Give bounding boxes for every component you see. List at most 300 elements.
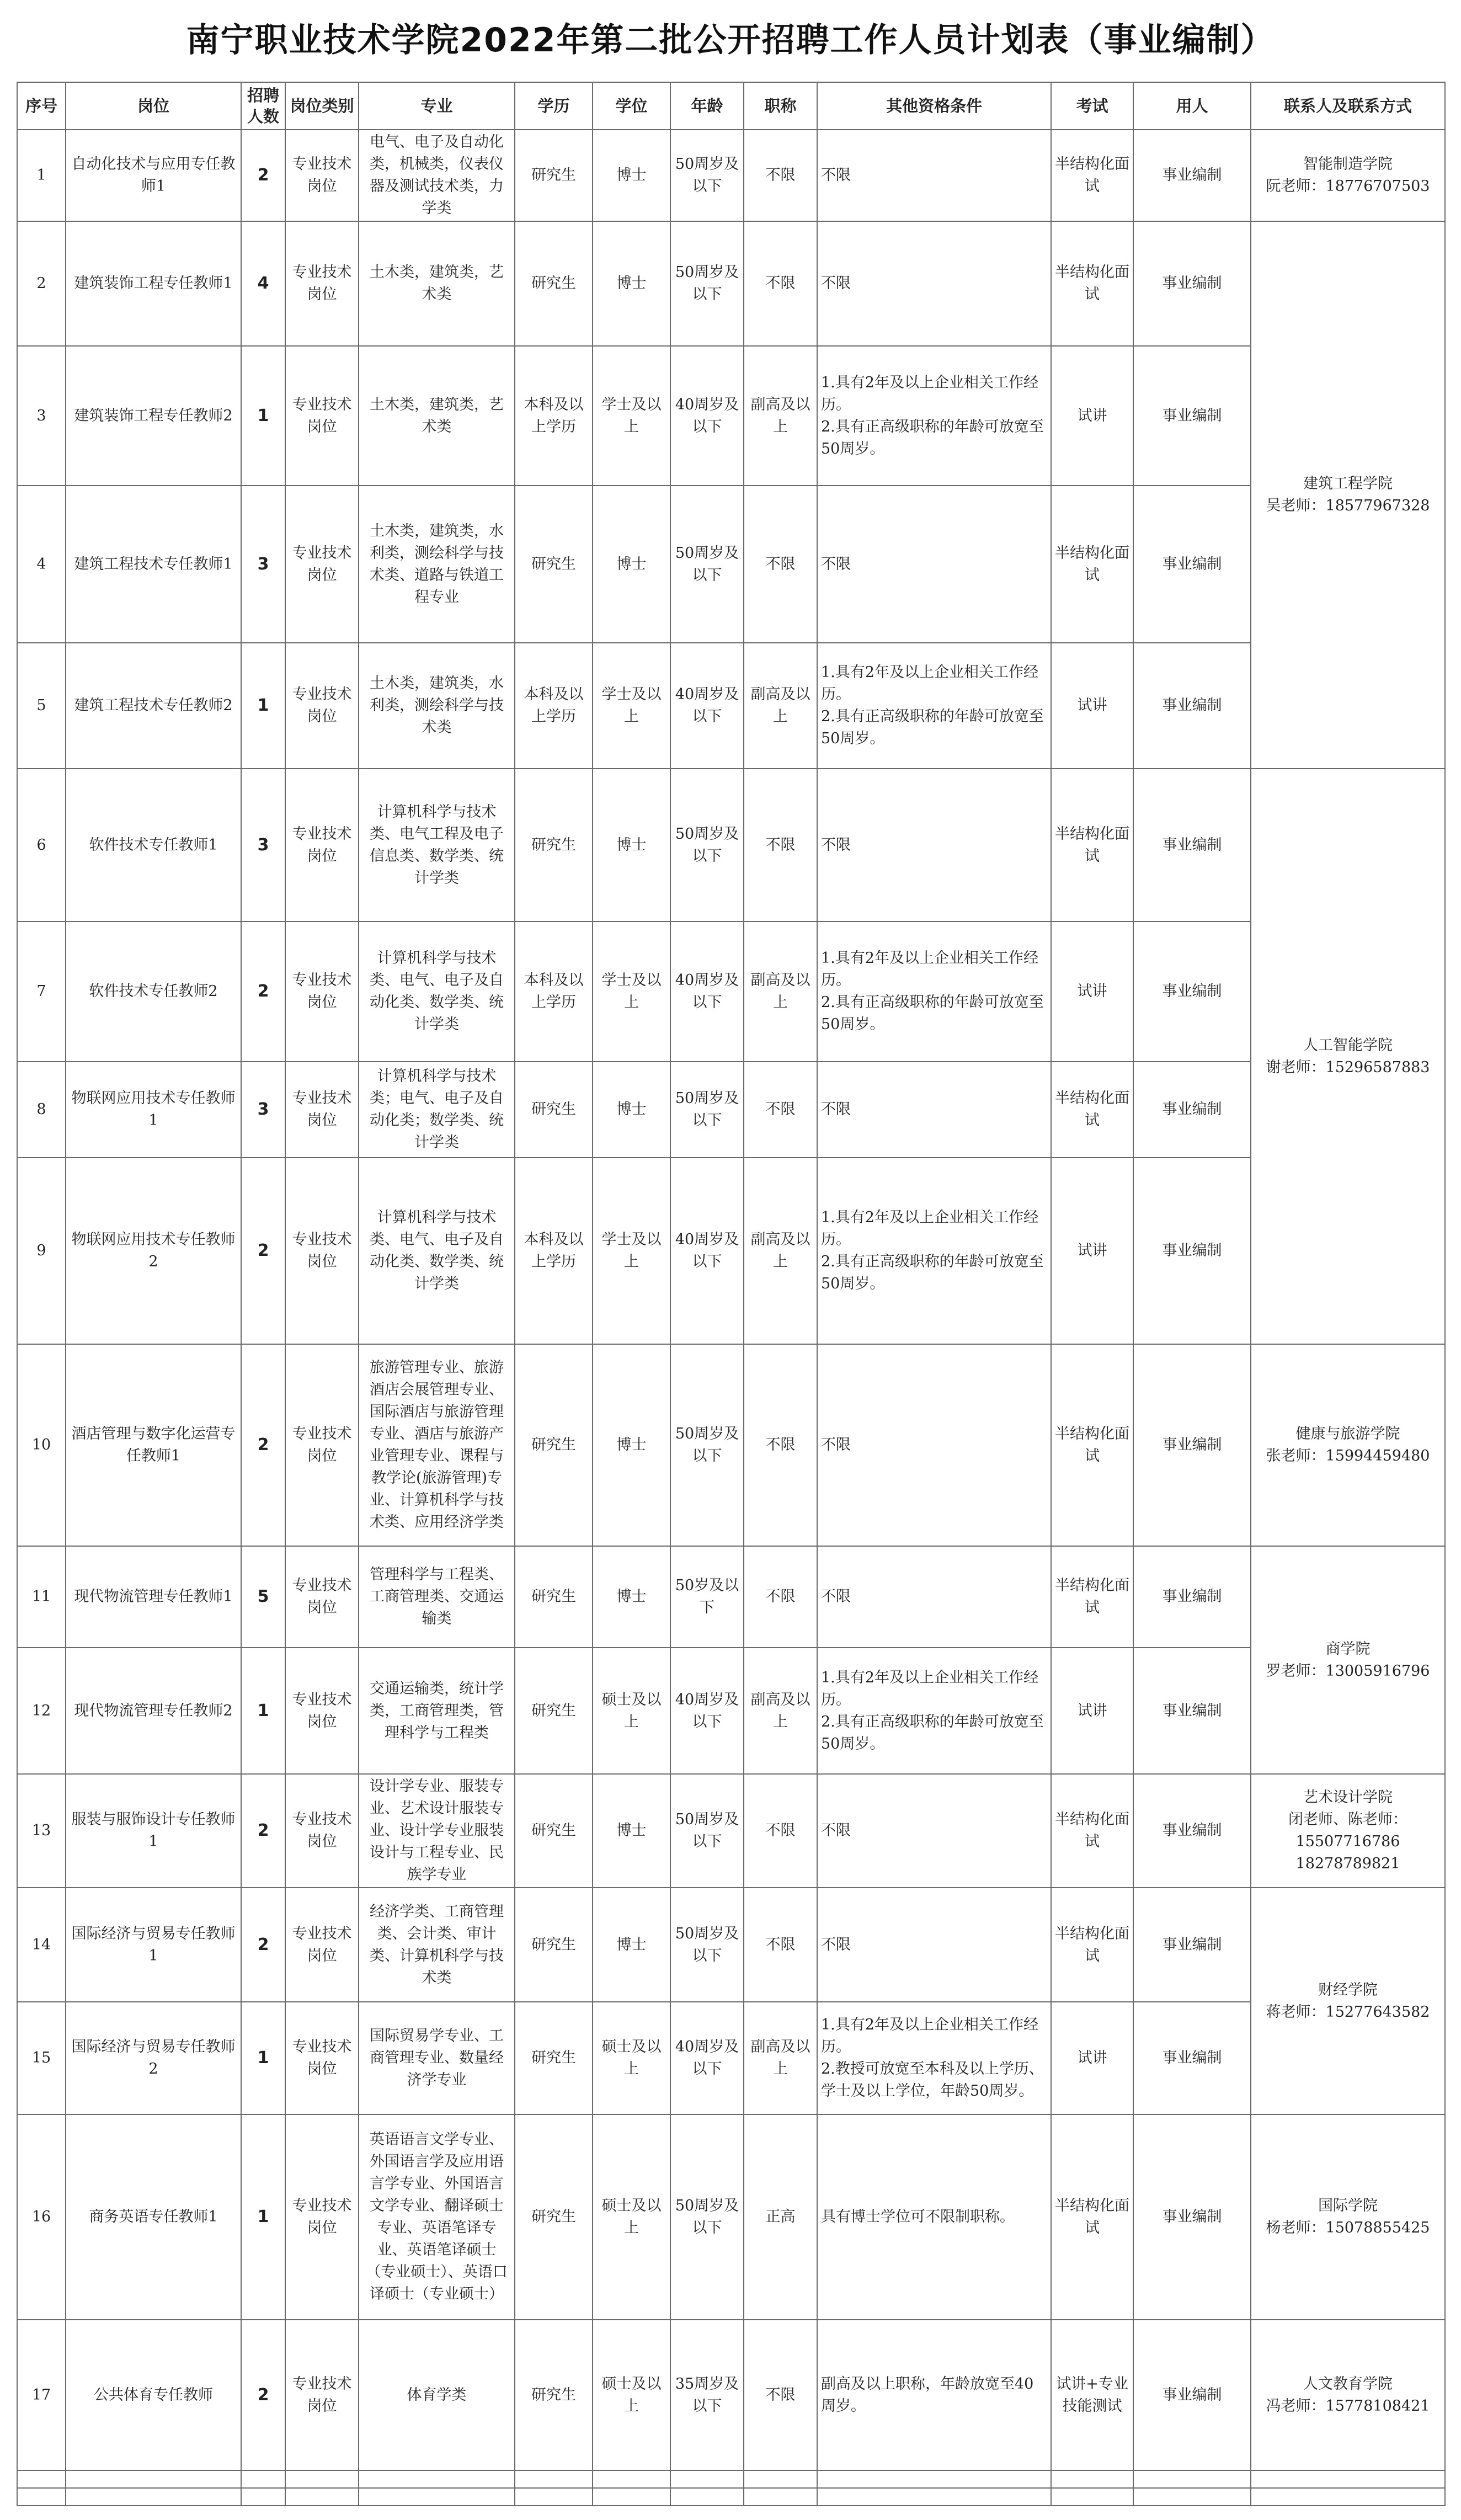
degree-requirement: 博士: [593, 769, 670, 921]
other-conditions: 具有博士学位可不限制职称。: [817, 2114, 1051, 2320]
degree-requirement: 博士: [593, 486, 670, 643]
header-major: 专业: [359, 82, 515, 130]
header-count: 招聘人数: [241, 82, 285, 130]
condition-line: 2.具有正高级职称的年龄可放宽至50周岁。: [821, 418, 1044, 457]
empty-cell: [1133, 2470, 1251, 2488]
other-conditions: 不限: [817, 1888, 1051, 2002]
education-requirement: 本科及以上学历: [515, 643, 593, 769]
degree-requirement: 学士及以上: [593, 1158, 670, 1344]
title-requirement: 不限: [744, 1888, 817, 2002]
education-requirement: 研究生: [515, 486, 593, 643]
hire-type: 事业编制: [1133, 1546, 1251, 1648]
table-row: [17, 769, 1445, 921]
degree-requirement: 硕士及以上: [593, 2002, 670, 2114]
post-name: 公共体育专任教师: [66, 2320, 241, 2470]
hire-count: 4: [241, 221, 285, 346]
table-row: [17, 643, 1445, 769]
major-requirement: 计算机科学与技术类、电气工程及电子信息类、数学类、统计学类: [359, 769, 515, 921]
table-row: [17, 486, 1445, 643]
title-requirement: 不限: [744, 1344, 817, 1546]
empty-cell: [1133, 2488, 1251, 2506]
empty-cell: [359, 2488, 515, 2506]
exam-method: 半结构化面试: [1051, 2114, 1133, 2320]
exam-method: 半结构化面试: [1051, 130, 1133, 221]
condition-line: 2.教授可放宽至本科及以上学历、学士及以上学位，年龄50周岁。: [821, 2060, 1044, 2100]
exam-method: 半结构化面试: [1051, 1062, 1133, 1158]
table-row: [17, 921, 1445, 1062]
age-requirement: 50周岁及以下: [670, 1774, 744, 1888]
education-requirement: 研究生: [515, 2320, 593, 2470]
age-requirement: 50周岁及以下: [670, 486, 744, 643]
header-category: 岗位类别: [285, 82, 359, 130]
condition-line: 1.具有2年及以上企业相关工作经历。: [821, 950, 1038, 989]
hire-type: 事业编制: [1133, 1888, 1251, 2002]
condition-line: 1.具有2年及以上企业相关工作经历。: [821, 374, 1038, 413]
title-requirement: 副高及以上: [744, 921, 817, 1062]
post-name: 建筑装饰工程专任教师1: [66, 221, 241, 346]
contact-person: 谢老师：15296587883: [1266, 1058, 1430, 1076]
hire-type: 事业编制: [1133, 221, 1251, 346]
other-conditions: 不限: [817, 221, 1051, 346]
hire-count: 1: [241, 2002, 285, 2114]
row-no: 16: [17, 2114, 66, 2320]
empty-cell: [515, 2470, 593, 2488]
hire-type: 事业编制: [1133, 1774, 1251, 1888]
hire-count: 2: [241, 2320, 285, 2470]
major-requirement: 英语语言文学专业、外国语言学及应用语言学专业、外国语言文学专业、翻译硕士专业、英语笔译专业、英语笔译硕士（专业硕士）、英语口译硕士（专业硕士）: [359, 2114, 515, 2320]
degree-requirement: 硕士及以上: [593, 1648, 670, 1774]
hire-type: 事业编制: [1133, 1062, 1251, 1158]
education-requirement: 研究生: [515, 1648, 593, 1774]
post-name: 国际经济与贸易专任教师2: [66, 2002, 241, 2114]
major-requirement: 计算机科学与技术类、电气、电子及自动化类、数学类、统计学类: [359, 1158, 515, 1344]
post-category: 专业技术岗位: [285, 1546, 359, 1648]
hire-type: 事业编制: [1133, 2114, 1251, 2320]
condition-line: 1.具有2年及以上企业相关工作经历。: [821, 1669, 1038, 1708]
education-requirement: 研究生: [515, 1062, 593, 1158]
hire-count: 3: [241, 1062, 285, 1158]
row-no: 12: [17, 1648, 66, 1774]
hire-type: 事业编制: [1133, 1648, 1251, 1774]
table-row: [17, 2320, 1445, 2470]
post-name: 建筑工程技术专任教师2: [66, 643, 241, 769]
table-row: [17, 1888, 1445, 2002]
major-requirement: 体育学类: [359, 2320, 515, 2470]
contact-info: [1251, 1774, 1445, 1888]
hire-count: 2: [241, 130, 285, 221]
education-requirement: 研究生: [515, 769, 593, 921]
table-body: [17, 130, 1445, 2506]
post-category: 专业技术岗位: [285, 2002, 359, 2114]
post-name: 软件技术专任教师2: [66, 921, 241, 1062]
contact-info: [1251, 2114, 1445, 2320]
header-other: 其他资格条件: [817, 82, 1051, 130]
age-requirement: 40周岁及以下: [670, 643, 744, 769]
table-row: [17, 1774, 1445, 1888]
row-no: 2: [17, 221, 66, 346]
header-age: 年龄: [670, 82, 744, 130]
degree-requirement: 博士: [593, 1774, 670, 1888]
contact-department: 健康与旅游学院: [1295, 1425, 1400, 1442]
post-category: 专业技术岗位: [285, 1774, 359, 1888]
empty-cell: [744, 2488, 817, 2506]
hire-count: 1: [241, 1648, 285, 1774]
empty-cell: [515, 2488, 593, 2506]
table-row: [17, 1344, 1445, 1546]
row-no: 6: [17, 769, 66, 921]
hire-count: 1: [241, 2114, 285, 2320]
post-name: 国际经济与贸易专任教师1: [66, 1888, 241, 2002]
title-requirement: 副高及以上: [744, 1158, 817, 1344]
contact-person: 蒋老师：15277643582: [1266, 2003, 1430, 2021]
title-requirement: 不限: [744, 1774, 817, 1888]
title-requirement: 副高及以上: [744, 346, 817, 486]
empty-cell: [241, 2470, 285, 2488]
row-no: 4: [17, 486, 66, 643]
other-conditions: 不限: [817, 1344, 1051, 1546]
contact-person: 杨老师：15078855425: [1266, 2219, 1430, 2236]
empty-cell: [66, 2470, 241, 2488]
other-conditions: 副高及以上职称，年龄放宽至40周岁。: [817, 2320, 1051, 2470]
age-requirement: 50周岁及以下: [670, 769, 744, 921]
major-requirement: 经济学类、工商管理类、会计类、审计类、计算机科学与技术类: [359, 1888, 515, 2002]
title-requirement: 副高及以上: [744, 643, 817, 769]
hire-type: 事业编制: [1133, 921, 1251, 1062]
major-requirement: 土木类，建筑类，艺术类: [359, 346, 515, 486]
exam-method: 试讲: [1051, 921, 1133, 1062]
other-conditions: 不限: [817, 1774, 1051, 1888]
header-title-req: 职称: [744, 82, 817, 130]
education-requirement: 本科及以上学历: [515, 1158, 593, 1344]
hire-type: 事业编制: [1133, 643, 1251, 769]
contact-department: 智能制造学院: [1303, 156, 1393, 173]
post-category: 专业技术岗位: [285, 2320, 359, 2470]
empty-cell: [1051, 2488, 1133, 2506]
header-education: 学历: [515, 82, 593, 130]
other-conditions: [817, 643, 1051, 769]
table-row: [17, 1648, 1445, 1774]
exam-method: 试讲: [1051, 346, 1133, 486]
condition-line: 2.具有正高级职称的年龄可放宽至50周岁。: [821, 1253, 1044, 1292]
major-requirement: 计算机科学与技术类、电气、电子及自动化类、数学类、统计学类: [359, 921, 515, 1062]
post-category: 专业技术岗位: [285, 1888, 359, 2002]
other-conditions: [817, 1648, 1051, 1774]
major-requirement: 电气、电子及自动化类，机械类，仪表仪器及测试技术类，力学类: [359, 130, 515, 221]
row-no: 9: [17, 1158, 66, 1344]
empty-row: [17, 2488, 1445, 2506]
contact-person: 冯老师：15778108421: [1266, 2397, 1430, 2415]
exam-method: 半结构化面试: [1051, 486, 1133, 643]
row-no: 3: [17, 346, 66, 486]
empty-cell: [1251, 2488, 1445, 2506]
title-requirement: 不限: [744, 221, 817, 346]
exam-method: 试讲+专业技能测试: [1051, 2320, 1133, 2470]
contact-person: 18278789821: [1295, 1855, 1400, 1872]
exam-method: 半结构化面试: [1051, 1888, 1133, 2002]
hire-type: 事业编制: [1133, 486, 1251, 643]
post-name: 服装与服饰设计专任教师1: [66, 1774, 241, 1888]
title-requirement: 不限: [744, 486, 817, 643]
exam-method: 试讲: [1051, 1158, 1133, 1344]
exam-method: 半结构化面试: [1051, 221, 1133, 346]
age-requirement: 40周岁及以下: [670, 1648, 744, 1774]
post-category: 专业技术岗位: [285, 769, 359, 921]
empty-cell: [285, 2470, 359, 2488]
other-conditions: [817, 2002, 1051, 2114]
post-category: 专业技术岗位: [285, 2114, 359, 2320]
page-title: 南宁职业技术学院2022年第二批公开招聘工作人员计划表（事业编制）: [186, 20, 1275, 60]
hire-type: 事业编制: [1133, 130, 1251, 221]
degree-requirement: 博士: [593, 221, 670, 346]
post-category: 专业技术岗位: [285, 921, 359, 1062]
empty-cell: [593, 2470, 670, 2488]
age-requirement: 35周岁及以下: [670, 2320, 744, 2470]
post-category: 专业技术岗位: [285, 1062, 359, 1158]
title-requirement: 副高及以上: [744, 2002, 817, 2114]
contact-department: 人工智能学院: [1303, 1036, 1393, 1054]
title-requirement: 不限: [744, 1062, 817, 1158]
header-no: 序号: [17, 82, 66, 130]
other-conditions: 不限: [817, 130, 1051, 221]
row-no: 14: [17, 1888, 66, 2002]
other-conditions: [817, 1158, 1051, 1344]
empty-cell: [817, 2470, 1051, 2488]
exam-method: 半结构化面试: [1051, 1344, 1133, 1546]
row-no: 8: [17, 1062, 66, 1158]
row-no: 15: [17, 2002, 66, 2114]
major-requirement: 旅游管理专业、旅游酒店会展管理专业、国际酒店与旅游管理专业、酒店与旅游产业管理专业、课程与教学论(旅游管理)专业、计算机科学与技术类、应用经济学类: [359, 1344, 515, 1546]
row-no: 11: [17, 1546, 66, 1648]
age-requirement: 40周岁及以下: [670, 2002, 744, 2114]
other-conditions: 不限: [817, 1062, 1051, 1158]
empty-cell: [17, 2488, 66, 2506]
post-category: 专业技术岗位: [285, 1158, 359, 1344]
empty-cell: [1051, 2470, 1133, 2488]
education-requirement: 研究生: [515, 1344, 593, 1546]
hire-count: 2: [241, 921, 285, 1062]
contact-person: 吴老师：18577967328: [1266, 497, 1430, 514]
education-requirement: 本科及以上学历: [515, 346, 593, 486]
header-contact: 联系人及联系方式: [1251, 82, 1445, 130]
contact-person: 15507716786: [1295, 1833, 1400, 1850]
row-no: 5: [17, 643, 66, 769]
table-row: [17, 1158, 1445, 1344]
degree-requirement: 博士: [593, 1344, 670, 1546]
degree-requirement: 博士: [593, 1888, 670, 2002]
education-requirement: 本科及以上学历: [515, 921, 593, 1062]
hire-count: 3: [241, 486, 285, 643]
empty-cell: [17, 2470, 66, 2488]
contact-info: [1251, 130, 1445, 221]
major-requirement: 土木类，建筑类，水利类，测绘科学与技术类、道路与铁道工程专业: [359, 486, 515, 643]
post-category: 专业技术岗位: [285, 643, 359, 769]
condition-line: 2.具有正高级职称的年龄可放宽至50周岁。: [821, 1713, 1044, 1752]
header-degree: 学位: [593, 82, 670, 130]
exam-method: 半结构化面试: [1051, 1546, 1133, 1648]
other-conditions: 不限: [817, 769, 1051, 921]
exam-method: 半结构化面试: [1051, 1774, 1133, 1888]
row-no: 10: [17, 1344, 66, 1546]
post-category: 专业技术岗位: [285, 486, 359, 643]
contact-info: [1251, 2320, 1445, 2470]
degree-requirement: 硕士及以上: [593, 2114, 670, 2320]
hire-type: 事业编制: [1133, 2320, 1251, 2470]
contact-department: 艺术设计学院: [1303, 1789, 1393, 1806]
post-category: 专业技术岗位: [285, 1344, 359, 1546]
contact-person: 张老师：15994459480: [1266, 1447, 1430, 1464]
major-requirement: 国际贸易学专业、工商管理专业、数量经济学专业: [359, 2002, 515, 2114]
major-requirement: 设计学专业、服装专业、艺术设计服装专业、设计学专业服装设计与工程专业、民族学专业: [359, 1774, 515, 1888]
condition-line: 1.具有2年及以上企业相关工作经历。: [821, 664, 1038, 703]
contact-person: 阮老师：18776707503: [1266, 178, 1430, 195]
exam-method: 半结构化面试: [1051, 769, 1133, 921]
row-no: 13: [17, 1774, 66, 1888]
post-category: 专业技术岗位: [285, 221, 359, 346]
post-name: 物联网应用技术专任教师1: [66, 1062, 241, 1158]
post-name: 商务英语专任教师1: [66, 2114, 241, 2320]
contact-info: [1251, 221, 1445, 769]
hire-type: 事业编制: [1133, 2002, 1251, 2114]
other-conditions: 不限: [817, 486, 1051, 643]
degree-requirement: 学士及以上: [593, 643, 670, 769]
row-no: 1: [17, 130, 66, 221]
education-requirement: 研究生: [515, 130, 593, 221]
hire-count: 1: [241, 643, 285, 769]
degree-requirement: 博士: [593, 1062, 670, 1158]
post-name: 酒店管理与数字化运营专任教师1: [66, 1344, 241, 1546]
major-requirement: 交通运输类，统计学类，工商管理类，管理科学与工程类: [359, 1648, 515, 1774]
title-requirement: 副高及以上: [744, 1648, 817, 1774]
age-requirement: 50周岁及以下: [670, 2114, 744, 2320]
degree-requirement: 硕士及以上: [593, 2320, 670, 2470]
contact-info: [1251, 1546, 1445, 1774]
title-requirement: 不限: [744, 130, 817, 221]
post-name: 软件技术专任教师1: [66, 769, 241, 921]
education-requirement: 研究生: [515, 2114, 593, 2320]
exam-method: 试讲: [1051, 2002, 1133, 2114]
empty-cell: [670, 2488, 744, 2506]
age-requirement: 50周岁及以下: [670, 130, 744, 221]
other-conditions: [817, 921, 1051, 1062]
hire-count: 1: [241, 346, 285, 486]
post-name: 现代物流管理专任教师1: [66, 1546, 241, 1648]
age-requirement: 50周岁及以下: [670, 1344, 744, 1546]
contact-department: 建筑工程学院: [1303, 475, 1393, 492]
hire-count: 2: [241, 1158, 285, 1344]
exam-method: 试讲: [1051, 1648, 1133, 1774]
age-requirement: 50周岁及以下: [670, 221, 744, 346]
contact-info: [1251, 1888, 1445, 2114]
empty-cell: [744, 2470, 817, 2488]
degree-requirement: 学士及以上: [593, 921, 670, 1062]
hire-type: 事业编制: [1133, 1158, 1251, 1344]
condition-line: 1.具有2年及以上企业相关工作经历。: [821, 1209, 1038, 1248]
table-row: [17, 1546, 1445, 1648]
row-no: 17: [17, 2320, 66, 2470]
empty-cell: [285, 2488, 359, 2506]
major-requirement: 土木类，建筑类，水利类，测绘科学与技术类: [359, 643, 515, 769]
post-name: 建筑装饰工程专任教师2: [66, 346, 241, 486]
title-requirement: 不限: [744, 769, 817, 921]
empty-cell: [359, 2470, 515, 2488]
recruitment-table: [17, 82, 1446, 2506]
condition-line: 2.具有正高级职称的年龄可放宽至50周岁。: [821, 708, 1044, 747]
empty-cell: [1251, 2470, 1445, 2488]
major-requirement: 土木类，建筑类，艺术类: [359, 221, 515, 346]
header-post: 岗位: [66, 82, 241, 130]
education-requirement: 研究生: [515, 1546, 593, 1648]
header-row: [17, 82, 1445, 130]
degree-requirement: 博士: [593, 1546, 670, 1648]
hire-count: 2: [241, 1774, 285, 1888]
degree-requirement: 博士: [593, 130, 670, 221]
title-requirement: 不限: [744, 2320, 817, 2470]
degree-requirement: 学士及以上: [593, 346, 670, 486]
post-name: 建筑工程技术专任教师1: [66, 486, 241, 643]
condition-line: 1.具有2年及以上企业相关工作经历。: [821, 2016, 1038, 2055]
major-requirement: 管理科学与工程类、工商管理类、交通运输类: [359, 1546, 515, 1648]
empty-cell: [66, 2488, 241, 2506]
table-row: [17, 2114, 1445, 2320]
title-requirement: 不限: [744, 1546, 817, 1648]
contact-department: 人文教育学院: [1303, 2375, 1393, 2393]
post-name: 自动化技术与应用专任教师1: [66, 130, 241, 221]
education-requirement: 研究生: [515, 221, 593, 346]
hire-type: 事业编制: [1133, 769, 1251, 921]
contact-person: 闭老师、陈老师：: [1288, 1811, 1407, 1828]
empty-row: [17, 2470, 1445, 2488]
education-requirement: 研究生: [515, 2002, 593, 2114]
post-category: 专业技术岗位: [285, 1648, 359, 1774]
empty-cell: [670, 2470, 744, 2488]
condition-line: 2.具有正高级职称的年龄可放宽至50周岁。: [821, 994, 1044, 1033]
table-row: [17, 2002, 1445, 2114]
contact-info: [1251, 769, 1445, 1344]
age-requirement: 50岁及以下: [670, 1546, 744, 1648]
education-requirement: 研究生: [515, 1774, 593, 1888]
contact-department: 国际学院: [1318, 2197, 1378, 2214]
post-name: 物联网应用技术专任教师2: [66, 1158, 241, 1344]
other-conditions: 不限: [817, 1546, 1051, 1648]
age-requirement: 50周岁及以下: [670, 1888, 744, 2002]
hire-count: 2: [241, 1888, 285, 2002]
contact-department: 商学院: [1325, 1640, 1371, 1658]
hire-count: 3: [241, 769, 285, 921]
age-requirement: 50周岁及以下: [670, 1062, 744, 1158]
hire-count: 5: [241, 1546, 285, 1648]
age-requirement: 40周岁及以下: [670, 346, 744, 486]
contact-person: 罗老师：13005916796: [1266, 1662, 1430, 1680]
age-requirement: 40周岁及以下: [670, 921, 744, 1062]
empty-cell: [593, 2488, 670, 2506]
table-row: [17, 1062, 1445, 1158]
hire-type: 事业编制: [1133, 1344, 1251, 1546]
post-category: 专业技术岗位: [285, 130, 359, 221]
header-exam: 考试: [1051, 82, 1133, 130]
table-row: [17, 346, 1445, 486]
hire-count: 2: [241, 1344, 285, 1546]
contact-department: 财经学院: [1318, 1981, 1378, 1999]
header-hire: 用人: [1133, 82, 1251, 130]
table-row: [17, 130, 1445, 221]
post-name: 现代物流管理专任教师2: [66, 1648, 241, 1774]
hire-type: 事业编制: [1133, 346, 1251, 486]
row-no: 7: [17, 921, 66, 1062]
education-requirement: 研究生: [515, 1888, 593, 2002]
other-conditions: [817, 346, 1051, 486]
table-row: [17, 221, 1445, 346]
empty-cell: [817, 2488, 1051, 2506]
